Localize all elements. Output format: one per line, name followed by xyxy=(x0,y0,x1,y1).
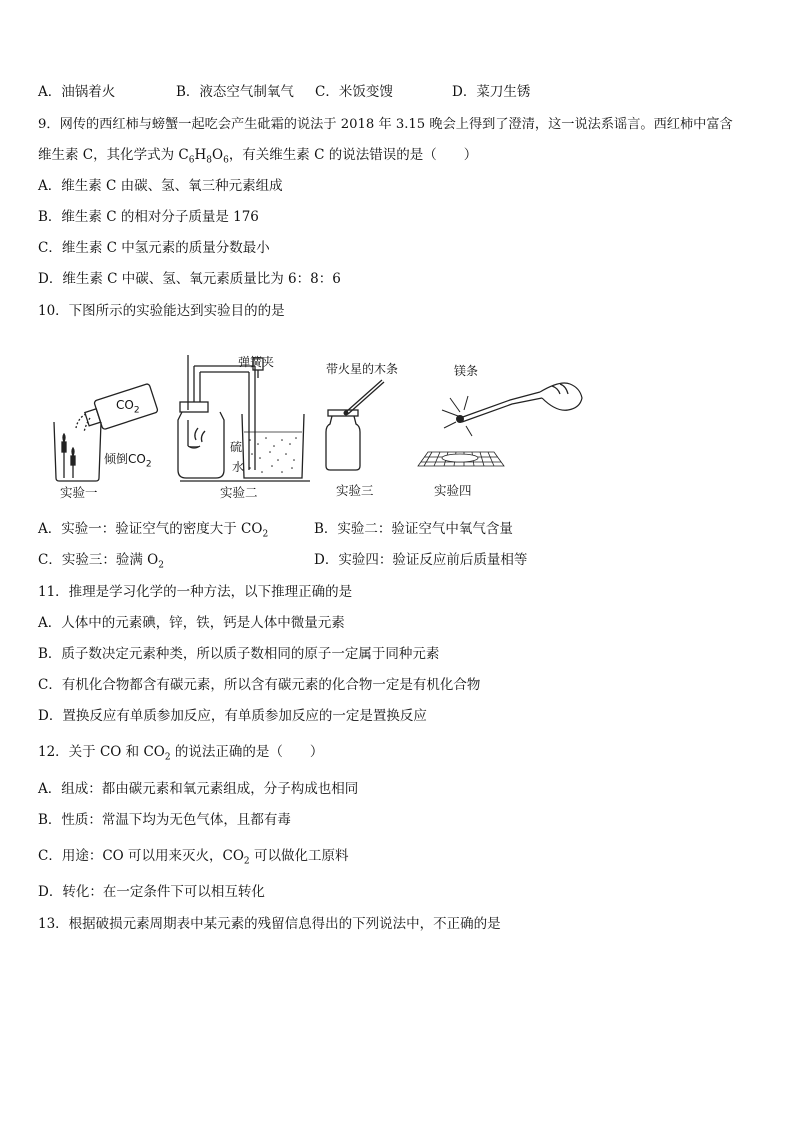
water-label: 水 xyxy=(232,460,245,474)
glowing-splint-label: 带火星的木条 xyxy=(326,362,399,376)
q10-option-a: A．实验一：验证空气的密度大于 $CO_2$ xyxy=(38,521,269,540)
pour-co2-label: 倾倒$CO_2$ xyxy=(104,452,152,470)
q8-option-c: C．米饭变馊 xyxy=(315,84,393,100)
q11-option-a: A．人体中的元素碘，锌，铁，钙是人体中微量元素 xyxy=(38,615,345,631)
sulfur-label: 硫 xyxy=(230,440,243,454)
q12-stem: 12．关于 CO 和 $CO_2$ 的说法正确的是（ ） xyxy=(38,744,324,763)
experiment-3-caption: 实验三 xyxy=(336,483,374,498)
sparks xyxy=(442,396,472,436)
q9-stem-line2: 维生素 C，其化学式为 $C_6H_8O_6$，有关维生素 C 的说法错误的是（ ） xyxy=(38,147,478,166)
q10-option-c: C．实验三：验满 $O_2$ xyxy=(38,552,164,571)
q8-option-d: D．菜刀生锈 xyxy=(452,84,531,100)
co2-bottle-label: $CO_2$ xyxy=(116,398,140,416)
beaker-1 xyxy=(54,422,101,481)
q12-option-c: C．用途：CO 可以用来灭火，$CO_2$ 可以做化工原料 xyxy=(38,848,349,867)
magnesium-ribbon-label: 镁条 xyxy=(454,364,479,378)
bottle-mouth xyxy=(328,410,358,416)
q10-stem: 10．下图所示的实验能达到实验目的的是 xyxy=(38,303,285,319)
q13-stem: 13．根据破损元素周期表中某元素的残留信息得出的下列说法中，不正确的是 xyxy=(38,916,501,932)
flame xyxy=(456,415,464,423)
q11-option-d: D．置换反应有单质参加反应，有单质参加反应的一定是置换反应 xyxy=(38,708,427,724)
q9-stem-line1: 9．网传的西红柿与螃蟹一起吃会产生砒霜的说法于 2018 年 3.15 晚会上得到了澄清，这一说法系谣言。西红柿中富含 xyxy=(38,117,733,132)
experiment-illustration xyxy=(40,340,600,510)
q9-option-d: D．维生素 C 中碳、氢、氧元素质量比为 6：8：6 xyxy=(38,271,341,287)
splint xyxy=(346,380,382,412)
q11-option-c: C．有机化合物都含有碳元素，所以含有碳元素的化合物一定是有机化合物 xyxy=(38,677,481,693)
q12-option-a: A．组成：都由碳元素和氧元素组成，分子构成也相同 xyxy=(38,781,359,797)
spring-clip-label: 弹簧夹 xyxy=(238,355,275,369)
experiment-4-caption: 实验四 xyxy=(434,483,472,498)
water-beaker xyxy=(242,414,304,478)
q12-option-d: D．转化：在一定条件下可以相互转化 xyxy=(38,884,265,900)
gas-bottle xyxy=(326,416,360,470)
q12-option-b: B．性质：常温下均为无色气体，且都有毒 xyxy=(38,812,291,828)
experiment-2-caption: 实验二 xyxy=(220,485,258,500)
q11-stem: 11．推理是学习化学的一种方法，以下推理正确的是 xyxy=(38,584,353,600)
q8-option-a: A．油锅着火 xyxy=(38,84,116,100)
q9-option-a: A．维生素 C 由碳、氢、氧三种元素组成 xyxy=(38,178,283,194)
tongs-and-hand xyxy=(460,383,582,422)
q10-option-b: B．实验二：验证空气中氧气含量 xyxy=(314,521,513,537)
experiment-1-caption: 实验一 xyxy=(60,485,98,500)
q10-option-d: D．实验四：验证反应前后质量相等 xyxy=(314,552,528,568)
q9-option-b: B．维生素 C 的相对分子质量是 176 xyxy=(38,209,259,225)
q8-option-b: B．液态空气制氧气 xyxy=(176,84,294,100)
q10-experiment-figure xyxy=(40,340,600,510)
collection-bottle xyxy=(178,412,224,478)
q9-option-c: C．维生素 C 中氢元素的质量分数最小 xyxy=(38,240,270,256)
water-dots xyxy=(249,437,297,473)
q11-option-b: B．质子数决定元素种类，所以质子数相同的原子一定属于同种元素 xyxy=(38,646,440,662)
